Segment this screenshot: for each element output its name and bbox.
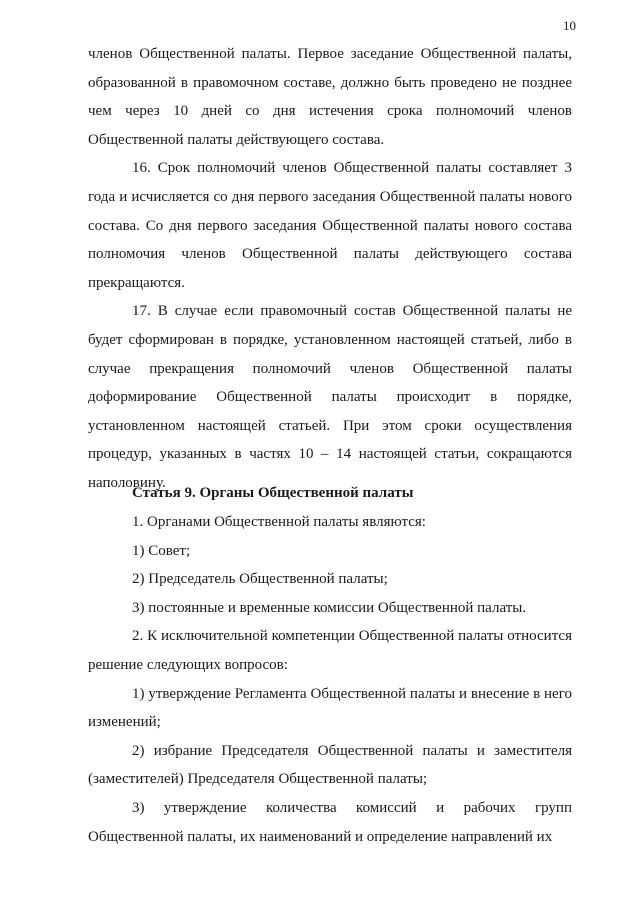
page-number: 10 xyxy=(563,18,576,33)
list-item-council: 1) Совет; xyxy=(132,542,191,559)
list-item-commissions: 3) постоянные и временные комиссии Общественной палаты. xyxy=(132,599,527,616)
list-item-chairman: 2) Председатель Общественной палаты; xyxy=(132,571,388,588)
list-item-election: 2) избрание Председателя Общественной палаты и заместителя (заместителей) Председателя Общественной палаты; xyxy=(88,742,572,788)
list-item-regulation: 1) утверждение Регламента Общественной палаты и внесение в него изменений; xyxy=(88,685,572,731)
document-body-bottom xyxy=(88,508,572,851)
paragraph-continuation: членов Общественной палаты. Первое заседание Общественной палаты, образованной в правомочном составе, должно быть проведено не позднее чем через 10 дней со дня истечения срока полномочий членов Общественной палаты действующего состава. xyxy=(88,46,572,148)
article-heading: Статья 9. Органы Общественной палаты xyxy=(132,485,414,501)
document-body-top xyxy=(88,40,572,498)
paragraph-art9-1: 1. Органами Общественной палаты являются: xyxy=(132,514,426,530)
list-item-approval: 3) утверждение количества комиссий и рабочих групп Общественной палаты, их наименований и определение направлений их xyxy=(88,799,572,845)
paragraph-16: 16. Срок полномочий членов Общественной палаты составляет 3 года и исчисляется со дня первого заседания Общественной палаты нового состава. Со дня первого заседания Общественной палаты нового состава полномочия членов Общественной палаты действующего состава прекращаются. xyxy=(88,160,572,291)
paragraph-art9-2: 2. К исключительной компетенции Общественной палаты относится решение следующих вопросов: xyxy=(88,628,572,673)
paragraph-17: 17. В случае если правомочный состав Общественной палаты не будет сформирован в порядке, установленном настоящей статьей, либо в случае прекращения полномочий членов Общественной палаты доформирование Общественной палаты происходит в порядке, установленном настоящей статьей. При этом сроки осуществления процедур, указанных в частях 10 – 14 настоящей статьи, сокращаются наполовину. xyxy=(88,303,572,491)
